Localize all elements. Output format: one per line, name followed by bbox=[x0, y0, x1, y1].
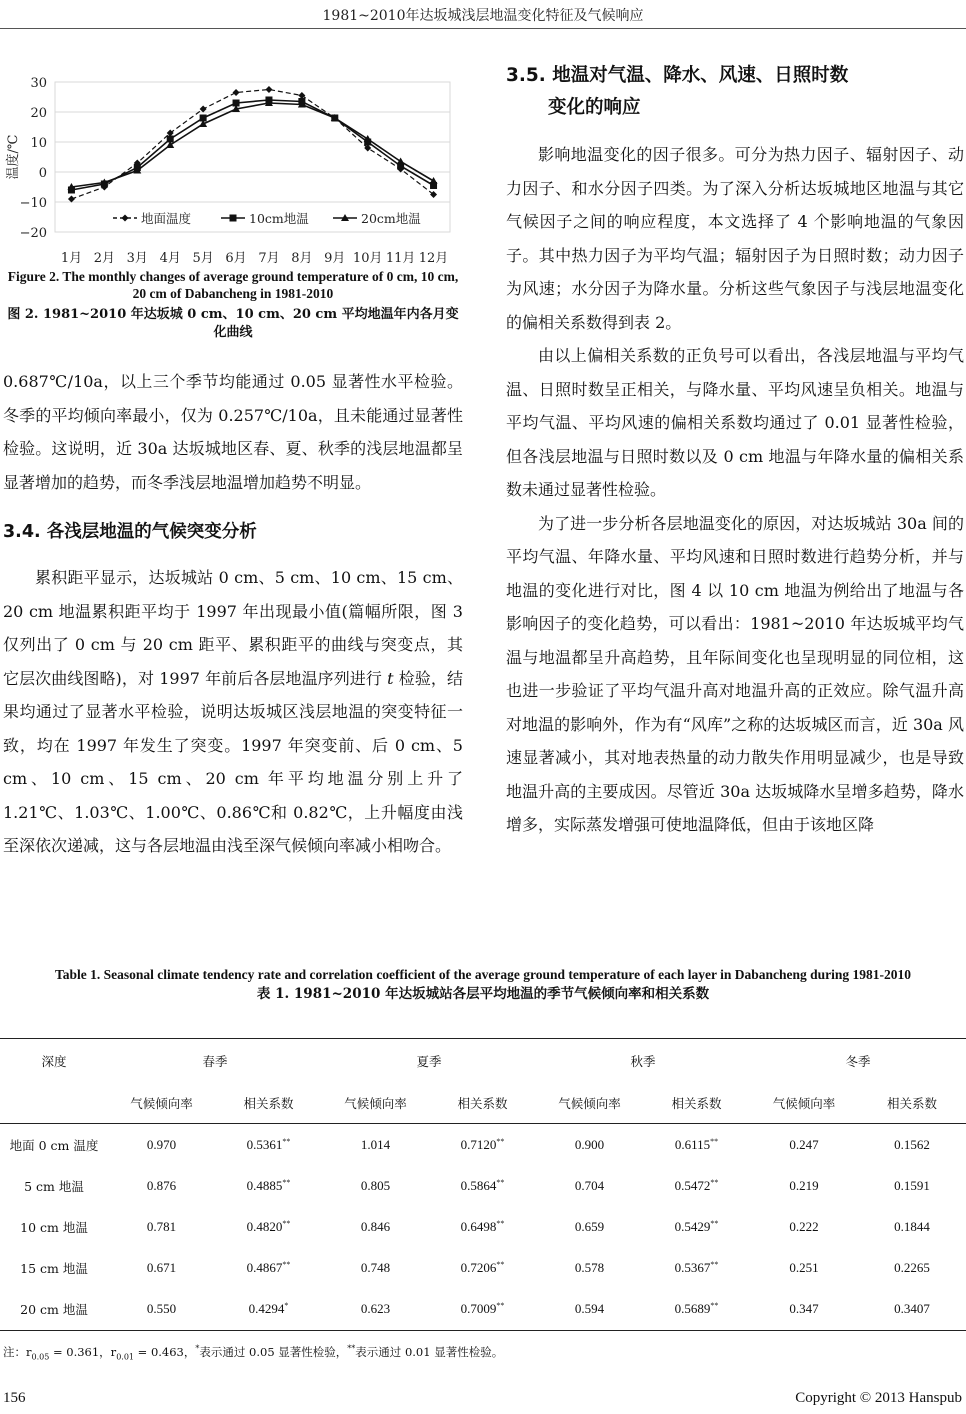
table-1-block bbox=[0, 966, 966, 1317]
tendency-cell: 0.805 bbox=[360, 1177, 391, 1193]
tendency-cell: 0.876 bbox=[146, 1177, 177, 1193]
table-1 bbox=[0, 1038, 966, 1331]
left-body bbox=[3, 365, 463, 863]
depth-cell: 15 cm 地温 bbox=[20, 1260, 88, 1276]
note-sub-001: 0.01 bbox=[116, 1352, 134, 1362]
depth-cell: 10 cm 地温 bbox=[20, 1219, 88, 1235]
x-tick-label: 12月 bbox=[418, 251, 449, 266]
correlation-cell: 0.4867** bbox=[246, 1259, 291, 1275]
x-tick-label: 11月 bbox=[385, 251, 416, 266]
running-title: 1981~2010年达坂城浅层地温变化特征及气候响应 bbox=[322, 8, 644, 24]
y-tick-label: 30 bbox=[30, 76, 47, 91]
section-3-5-paragraph-2: 由以上偏相关系数的正负号可以看出，各浅层地温与平均气温、日照时数呈正相关，与降水量、平均风速呈负相关。地温与平均气温、平均风速的偏相关系数均通过了 0.01 显著性检验，但各浅层地温与日照时数以及 0 cm 地温与年降水量的偏相关系数未通过显著性检验。 bbox=[506, 346, 964, 499]
x-tick-label: 6月 bbox=[225, 251, 247, 266]
data-point bbox=[230, 215, 237, 222]
table-row bbox=[0, 1165, 966, 1206]
subheader-blank bbox=[0, 1083, 108, 1124]
tendency-cell: 0.900 bbox=[574, 1136, 605, 1152]
correlation-cell: 0.5472** bbox=[674, 1177, 719, 1193]
table-row bbox=[0, 1288, 966, 1331]
x-tick-label: 7月 bbox=[258, 251, 280, 266]
season-header-autumn: 秋季 bbox=[536, 1039, 750, 1084]
table-1-caption-cn: 表 1. 1981~2010 年达坂城站各层平均地温的季节气候倾向率和相关系数 bbox=[256, 986, 710, 1002]
table-row bbox=[0, 1206, 966, 1247]
correlation-cell: 0.4885** bbox=[246, 1177, 291, 1193]
x-tick-label: 8月 bbox=[291, 251, 313, 266]
tendency-cell: 0.222 bbox=[789, 1218, 819, 1234]
subheader-tendency: 气候倾向率 bbox=[322, 1083, 429, 1124]
note-r001: = 0.463， bbox=[134, 1345, 196, 1359]
section-3-4-text-a: 累积距平显示，达坂城站 0 cm、5 cm、10 cm、15 cm、20 cm 地温累积距平均于 1997 年出现最小值(篇幅所限，图 3 仅列出了 0 cm 与 20 cm 距平、累积距平的曲线与突变点，其它层次曲线图略)，对 1997 年前后各层地温序列进行 bbox=[3, 568, 463, 688]
note-text-2: 表示通过 0.01 显著性检验。 bbox=[355, 1345, 504, 1359]
y-axis-label: 温度/℃ bbox=[6, 134, 21, 180]
right-column bbox=[506, 40, 964, 842]
x-tick-label: 3月 bbox=[126, 251, 148, 266]
subheader-tendency: 气候倾向率 bbox=[536, 1083, 643, 1124]
table-1-caption-en: Table 1. Seasonal climate tendency rate and correlation coefficient of the average ground temperature of each layer in Dabancheng during 1981-2010 bbox=[54, 967, 912, 982]
tendency-cell: 0.704 bbox=[574, 1177, 605, 1193]
continuation-paragraph: 0.687℃/10a，以上三个季节均能通过 0.05 显著性水平检验。冬季的平均倾向率最小，仅为 0.257℃/10a，且未能通过显著性检验。这说明，近 30a 达坂城地区春、夏、秋季的浅层地温都呈显著增加的趋势，而冬季浅层地温增加趋势不明显。 bbox=[3, 372, 463, 492]
note-sub-005: 0.05 bbox=[31, 1352, 50, 1362]
correlation-cell: 0.4820** bbox=[246, 1218, 291, 1234]
x-tick-label: 2月 bbox=[93, 251, 116, 266]
y-tick-label: −10 bbox=[19, 196, 47, 211]
note-text-1: 表示通过 0.05 显著性检验， bbox=[199, 1345, 348, 1359]
depth-header: 深度 bbox=[0, 1039, 108, 1084]
tendency-cell: 0.347 bbox=[750, 1288, 858, 1331]
tendency-cell: 0.781 bbox=[146, 1218, 177, 1234]
correlation-cell: 0.1562 bbox=[894, 1136, 930, 1152]
tendency-cell: 0.623 bbox=[322, 1288, 429, 1331]
correlation-cell: 0.7120** bbox=[460, 1136, 505, 1152]
correlation-cell: 0.5689** bbox=[643, 1288, 750, 1331]
chart-background bbox=[3, 54, 463, 279]
correlation-cell: 0.7206** bbox=[460, 1259, 505, 1275]
tendency-cell: 0.578 bbox=[574, 1259, 605, 1275]
tendency-cell: 0.219 bbox=[789, 1177, 819, 1193]
figure-2-caption-cn: 图 2. 1981~2010 年达坂城 0 cm、10 cm、20 cm 平均地温年内各月变化曲线 bbox=[7, 307, 459, 340]
correlation-cell: 0.1844 bbox=[894, 1218, 930, 1234]
section-3-4-heading: 3.4. 各浅层地温的气候突变分析 bbox=[3, 522, 257, 542]
section-3-4-text-b: 检验，结果均通过了显著水平检验，说明达坂城区浅层地温的突变特征一致，均在 1997 年发生了突变。1997 年突变前、后 0 cm、5 cm、10 cm、15 cm、20 cm 年平均地温分别上升了 1.21℃、1.03℃、1.00℃、0.86℃和 0.82℃，上升幅度由浅至深依次递减，这与各层地温由浅至深气候倾向率减小相吻合。 bbox=[3, 668, 463, 855]
season-header-winter: 冬季 bbox=[750, 1039, 966, 1084]
season-header-summer: 夏季 bbox=[322, 1039, 536, 1084]
x-tick-label: 1月 bbox=[60, 251, 83, 266]
legend-label: 10cm地温 bbox=[249, 211, 309, 226]
subheader-correlation: 相关系数 bbox=[643, 1083, 750, 1124]
subheader-correlation: 相关系数 bbox=[858, 1083, 966, 1124]
figure-2 bbox=[3, 54, 463, 294]
correlation-cell: 0.6115** bbox=[674, 1136, 719, 1152]
season-header-spring: 春季 bbox=[108, 1039, 322, 1084]
note-prefix: 注：r bbox=[3, 1345, 32, 1359]
section-3-5-paragraph-1: 影响地温变化的因子很多。可分为热力因子、辐射因子、动力因子、和水分因子四类。为了深入分析达坂城地区地温与其它气候因子之间的响应程度，本文选择了 4 个影响地温的气象因子。其中热力因子为平均气温；辐射因子为日照时数；动力因子为风速；水分因子为降水量。分析这些气象因子与浅层地温变化的偏相关系数得到表 2。 bbox=[506, 145, 964, 332]
note-star-2: ** bbox=[347, 1344, 356, 1353]
depth-cell: 5 cm 地温 bbox=[24, 1178, 84, 1194]
y-tick-label: 20 bbox=[30, 106, 47, 121]
depth-cell: 20 cm 地温 bbox=[0, 1288, 108, 1331]
tendency-cell: 0.748 bbox=[360, 1259, 391, 1275]
temperature-line-chart bbox=[3, 54, 463, 279]
correlation-cell: 0.5864** bbox=[460, 1177, 505, 1193]
table-note bbox=[3, 1344, 503, 1361]
subheader-tendency: 气候倾向率 bbox=[108, 1083, 215, 1124]
copyright: Copyright © 2013 Hanspub bbox=[795, 1390, 962, 1406]
figure-2-caption-en: Figure 2. The monthly changes of average ground temperature of 0 cm, 10 cm, 20 cm of Dabancheng in 1981-2010 bbox=[7, 269, 459, 301]
section-3-5-paragraph-3: 为了进一步分析各层地温变化的原因，对达坂城站 30a 间的平均气温、年降水量、平均风速和日照时数进行趋势分析，并与地温的变化进行对比，图 4 以 10 cm 地温为例给出了地温与各影响因子的变化趋势，可以看出：1981~2010 年达坂城平均气温与地温都呈升高趋势，且年际间变化也呈现明显的同位相，这也进一步验证了平均气温升高对地温升高的正效应。除气温升高对地温的影响外，作为有“风库”之称的达坂城区而言，近 30a 风速显著减小，其对地表热量的动力散失作用明显减少，也是导致地温升高的主要成因。尽管近 30a 达坂城降水呈增多趋势，降水增多，实际蒸发增强可使地温降低，但由于该地区降 bbox=[506, 513, 964, 834]
y-tick-label: −20 bbox=[19, 226, 47, 241]
x-tick-label: 5月 bbox=[192, 251, 214, 266]
depth-cell: 地面 0 cm 温度 bbox=[9, 1137, 99, 1153]
x-tick-label: 4月 bbox=[159, 251, 181, 266]
tendency-cell: 1.014 bbox=[360, 1136, 391, 1152]
tendency-cell: 0.251 bbox=[789, 1259, 819, 1275]
table-1-body bbox=[0, 1124, 966, 1331]
legend-label: 地面温度 bbox=[141, 211, 192, 226]
correlation-cell: 0.1591 bbox=[894, 1177, 930, 1193]
correlation-cell: 0.4294* bbox=[215, 1288, 322, 1331]
correlation-cell: 0.3407 bbox=[858, 1288, 966, 1331]
correlation-cell: 0.6498** bbox=[460, 1218, 505, 1234]
y-tick-label: 10 bbox=[30, 136, 47, 151]
tendency-cell: 0.659 bbox=[574, 1218, 605, 1234]
y-tick-label: 0 bbox=[38, 166, 47, 181]
correlation-cell: 0.5361** bbox=[246, 1136, 291, 1152]
x-tick-label: 9月 bbox=[324, 251, 346, 266]
tendency-cell: 0.550 bbox=[108, 1288, 215, 1331]
correlation-cell: 0.5367** bbox=[674, 1259, 719, 1275]
x-tick-label: 10月 bbox=[352, 251, 383, 266]
tendency-cell: 0.247 bbox=[789, 1136, 819, 1152]
tendency-cell: 0.970 bbox=[146, 1136, 177, 1152]
note-r005: = 0.361，r bbox=[49, 1345, 117, 1359]
subheader-correlation: 相关系数 bbox=[429, 1083, 536, 1124]
t-test-symbol: t bbox=[387, 668, 394, 688]
section-3-4-paragraph bbox=[3, 561, 463, 863]
subheader-tendency: 气候倾向率 bbox=[750, 1083, 858, 1124]
legend-label: 20cm地温 bbox=[361, 211, 421, 226]
correlation-cell: 0.5429** bbox=[674, 1218, 719, 1234]
section-3-5-heading-line1: 3.5. 地温对气温、降水、风速、日照时数 bbox=[506, 65, 849, 86]
tendency-cell: 0.846 bbox=[360, 1218, 391, 1234]
tendency-cell: 0.671 bbox=[146, 1259, 177, 1275]
correlation-cell: 0.7009** bbox=[429, 1288, 536, 1331]
note-star-1: * bbox=[195, 1344, 200, 1353]
page-number: 156 bbox=[3, 1390, 26, 1406]
table-row bbox=[0, 1247, 966, 1288]
tendency-cell: 0.594 bbox=[536, 1288, 643, 1331]
correlation-cell: 0.2265 bbox=[894, 1259, 930, 1275]
header-rule bbox=[0, 28, 966, 29]
subheader-correlation: 相关系数 bbox=[215, 1083, 322, 1124]
section-3-5-heading bbox=[506, 60, 964, 124]
table-row bbox=[0, 1124, 966, 1166]
section-3-5-heading-line2: 变化的响应 bbox=[548, 97, 641, 118]
